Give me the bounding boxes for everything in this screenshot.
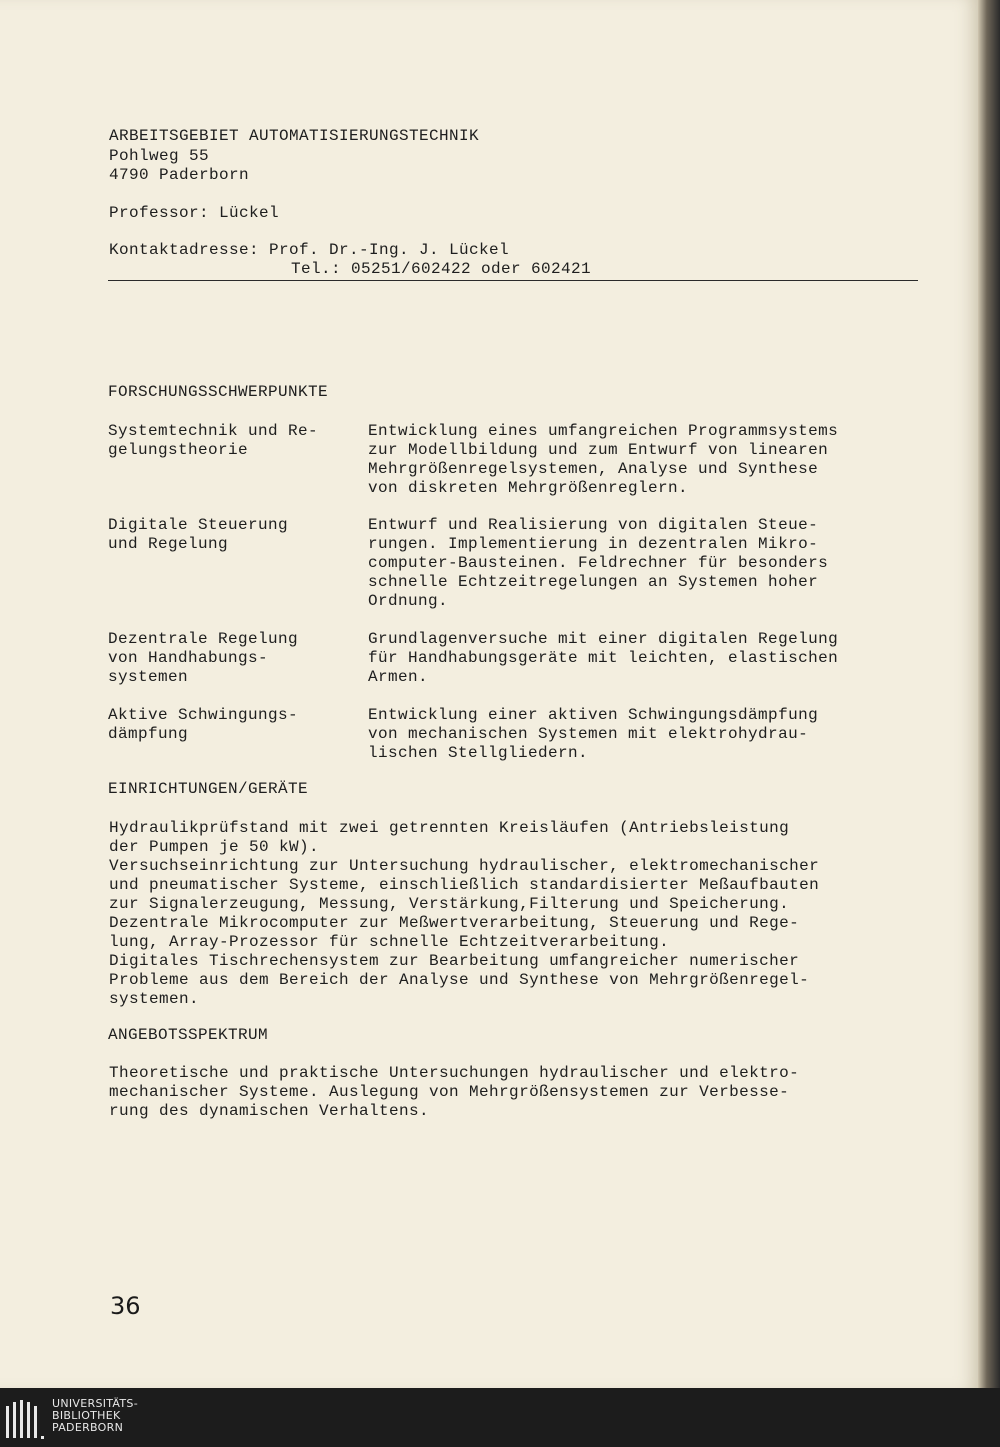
institution-name: ARBEITSGEBIET AUTOMATISIERUNGSTECHNIK	[109, 127, 480, 145]
equipment-text: Hydraulikprüfstand mit zwei getrennten Kreisläufen (Antriebsleistung der Pumpen je 50 kW). Versuchseinrichtung zur Untersuchung hydraulischer, elektromechanischer und pneumatischer Systeme, einschließlich standardisierter Meßaufbauten zur Signalerzeugung, Messung, Verstärkung,Filterung und Speicherung. Dezentrale Mikrocomputer zur Meßwertverarbeitung, Steuerung und Rege- lung, Array-Prozessor für schnelle Echtzeitverarbeitung. Digitales Tischrechensystem zur Bearbeitung umfangreicher numerischer Probleme aus dem Bereich der Analyse und Synthese von Mehrgrößenregel- systemen.	[109, 819, 820, 1008]
contact-address: Kontaktadresse: Prof. Dr.-Ing. J. Lückel	[109, 241, 510, 259]
contact-phone: Tel.: 05251/602422 oder 602421	[291, 260, 592, 278]
research-topic-4: Aktive Schwingungs- dämpfung	[108, 706, 299, 743]
research-description-4: Entwicklung einer aktiven Schwingungsdämpfung von mechanischen Systemen mit elektrohydrau- lischen Stellgliedern.	[368, 706, 819, 762]
equipment-heading: EINRICHTUNGEN/GERÄTE	[108, 780, 309, 798]
page-edge-shadow	[978, 0, 1000, 1388]
research-topic-3: Dezentrale Regelung von Handhabungs- systemen	[108, 630, 299, 686]
research-topic-1: Systemtechnik und Re- gelungstheorie	[108, 422, 319, 459]
research-description-2: Entwurf und Realisierung von digitalen Steue- rungen. Implementierung in dezentralen Mikro- computer-Bausteinen. Feldrechner für besonders schnelle Echtzeitregelungen an Systemen hoher Ordnung.	[368, 516, 829, 610]
header-divider	[108, 280, 918, 281]
research-topic-2: Digitale Steuerung und Regelung	[108, 516, 289, 553]
library-footer-bar	[0, 1388, 1000, 1447]
research-description-3: Grundlagenversuche mit einer digitalen Regelung für Handhabungsgeräte mit leichten, elastischen Armen.	[368, 630, 839, 686]
professor-name: Professor: Lückel	[109, 204, 280, 222]
offer-heading: ANGEBOTSSPEKTRUM	[108, 1026, 269, 1044]
page-number: 36	[110, 1292, 141, 1320]
offer-text: Theoretische und praktische Untersuchungen hydraulischer und elektro- mechanischer Systeme. Auslegung von Mehrgrößensystemen zur Verbesse- rung des dynamischen Verhaltens.	[109, 1064, 800, 1120]
street-address: Pohlweg 55	[109, 147, 210, 165]
library-logo-icon	[4, 1398, 44, 1442]
research-description-1: Entwicklung eines umfangreichen Programmsystems zur Modellbildung und zum Entwurf von linearen Mehrgrößenregelsystemen, Analyse und Synthese von diskreten Mehrgrößenreglern.	[368, 422, 839, 497]
library-name: UNIVERSITÄTS- BIBLIOTHEK PADERBORN	[52, 1397, 138, 1434]
city-address: 4790 Paderborn	[109, 166, 250, 184]
research-heading: FORSCHUNGSSCHWERPUNKTE	[108, 383, 329, 401]
